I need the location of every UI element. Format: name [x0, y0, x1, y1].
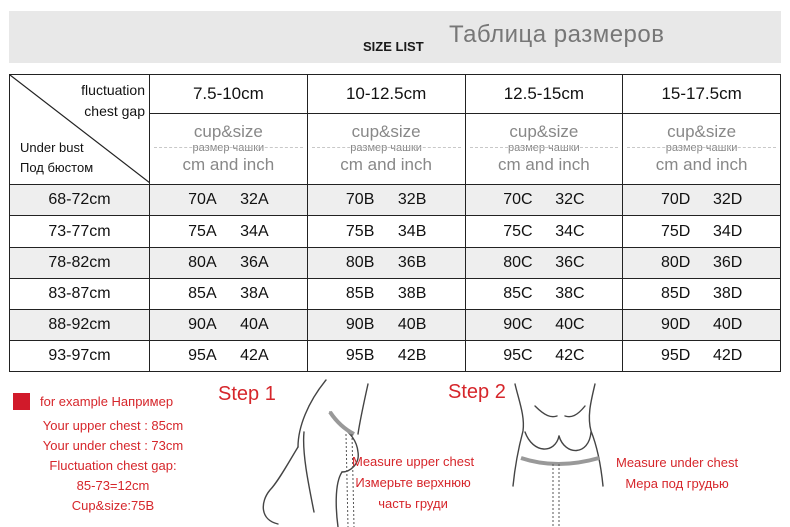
title-ru: Таблица размеров: [449, 21, 665, 48]
gap-range-header: 10-12.5cm: [307, 75, 465, 114]
us-size: 36B: [397, 253, 427, 271]
us-size: 40C: [555, 315, 585, 333]
us-size: 32C: [555, 191, 585, 209]
cup-size-cell: [307, 185, 465, 216]
sub-header-cell: [307, 114, 465, 185]
step2-caption: [616, 452, 738, 494]
cup-size-cell: [150, 247, 308, 278]
example-block: [13, 393, 213, 516]
gap-range-header: 7.5-10cm: [150, 75, 308, 114]
sub-header-cm-inch: cm and inch: [182, 155, 275, 175]
cup-size-cell: [307, 247, 465, 278]
under-bust-cell: 83-87cm: [10, 278, 150, 309]
us-size: 42B: [397, 346, 427, 364]
us-size: 38A: [240, 284, 269, 302]
step1-caption-line: часть груди: [378, 496, 448, 511]
cup-size-cell: [150, 340, 308, 371]
size-row: [10, 309, 781, 340]
us-size: 40D: [712, 315, 743, 333]
cup-size-cell: [465, 278, 623, 309]
us-size: 40A: [240, 315, 269, 333]
size-row: [10, 247, 781, 278]
eu-size: 95B: [345, 346, 375, 364]
cup-size-cell: [465, 309, 623, 340]
red-square-bullet: [13, 393, 30, 410]
cup-size-cell: [623, 309, 781, 340]
example-line: Your under chest : 73cm: [42, 438, 184, 453]
us-size: 32B: [397, 191, 427, 209]
gap-range-header: 12.5-15cm: [465, 75, 623, 114]
title-banner: [9, 11, 781, 63]
cup-size-cell: [307, 340, 465, 371]
step1-label: Step 1: [218, 383, 276, 405]
sub-header-cell: [623, 114, 781, 185]
eu-size: 70D: [660, 191, 691, 209]
cup-size-cell: [623, 185, 781, 216]
size-row: [10, 278, 781, 309]
step2-label: Step 2: [448, 381, 506, 403]
sub-header-cell: [150, 114, 308, 185]
corner-label-bottom-1: Under bust: [20, 140, 84, 156]
sub-header-cup-size-ru: размер чашки: [508, 142, 580, 155]
under-chest-figure: [495, 376, 625, 527]
size-table: [9, 74, 781, 372]
us-size: 32D: [712, 191, 743, 209]
us-size: 38B: [397, 284, 427, 302]
step1-caption-line: Measure upper chest: [352, 454, 475, 469]
cup-size-cell: [623, 340, 781, 371]
corner-header: [10, 75, 150, 185]
corner-label-bottom-2: Под бюстом: [20, 160, 94, 176]
under-bust-cell: 73-77cm: [10, 216, 150, 247]
example-line: Your upper chest : 85cm: [42, 418, 184, 433]
eu-size: 85D: [660, 284, 691, 302]
us-size: 34D: [712, 222, 743, 240]
cup-size-cell: [150, 185, 308, 216]
cup-size-cell: [307, 278, 465, 309]
cup-size-cell: [623, 216, 781, 247]
step1-caption-line: Измерьте верхнюю: [355, 475, 471, 490]
example-line: Cup&size:75B: [71, 498, 155, 513]
eu-size: 75A: [188, 222, 217, 240]
eu-size: 80D: [660, 253, 691, 271]
us-size: 40B: [397, 315, 427, 333]
corner-label-top-1: fluctuation: [81, 82, 145, 98]
eu-size: 70C: [503, 191, 533, 209]
us-size: 36D: [712, 253, 743, 271]
us-size: 42D: [712, 346, 743, 364]
gap-range-header: 15-17.5cm: [623, 75, 781, 114]
us-size: 34C: [555, 222, 585, 240]
eu-size: 90A: [188, 315, 217, 333]
cup-size-cell: [465, 340, 623, 371]
us-size: 34A: [240, 222, 269, 240]
sub-header-cell: [465, 114, 623, 185]
us-size: 32A: [240, 191, 269, 209]
corner-label-top-2: chest gap: [84, 103, 145, 119]
eu-size: 70A: [188, 191, 217, 209]
eu-size: 70B: [345, 191, 375, 209]
eu-size: 90D: [660, 315, 691, 333]
example-heading: for example Например: [40, 394, 174, 409]
cup-size-cell: [465, 247, 623, 278]
eu-size: 95C: [503, 346, 533, 364]
cup-size-cell: [150, 309, 308, 340]
sub-header-cup-size: cup&size: [667, 122, 737, 142]
eu-size: 85A: [188, 284, 217, 302]
size-row: [10, 340, 781, 371]
eu-size: 90C: [503, 315, 533, 333]
eu-size: 80B: [345, 253, 375, 271]
eu-size: 75B: [345, 222, 375, 240]
us-size: 36C: [555, 253, 585, 271]
under-bust-cell: 68-72cm: [10, 185, 150, 216]
cup-size-cell: [307, 309, 465, 340]
cup-size-cell: [150, 216, 308, 247]
eu-size: 95D: [660, 346, 691, 364]
step2-caption-line: Мера под грудью: [625, 476, 729, 491]
sub-header-cup-size-ru: размер чашки: [192, 142, 265, 155]
step1-caption: [352, 451, 474, 514]
under-bust-cell: 93-97cm: [10, 340, 150, 371]
us-size: 42A: [240, 346, 269, 364]
sub-header-cm-inch: cm and inch: [340, 155, 432, 175]
eu-size: 90B: [345, 315, 375, 333]
eu-size: 95A: [188, 346, 217, 364]
sub-header-cup-size: cup&size: [351, 122, 421, 142]
us-size: 42C: [555, 346, 585, 364]
cup-size-cell: [307, 216, 465, 247]
us-size: 34B: [397, 222, 427, 240]
size-row: [10, 185, 781, 216]
example-line: 85-73=12cm: [76, 478, 150, 493]
cup-size-cell: [465, 185, 623, 216]
sub-header-cup-size-ru: размер чашки: [665, 142, 738, 155]
sub-header-cup-size: cup&size: [509, 122, 579, 142]
size-row: [10, 216, 781, 247]
us-size: 36A: [240, 253, 269, 271]
cup-size-cell: [623, 278, 781, 309]
eu-size: 75C: [503, 222, 533, 240]
example-line: Fluctuation chest gap:: [49, 458, 177, 473]
sub-header-cup-size-ru: размер чашки: [350, 142, 422, 155]
step2-caption-line: Measure under chest: [616, 455, 739, 470]
under-bust-cell: 78-82cm: [10, 247, 150, 278]
us-size: 38C: [555, 284, 585, 302]
sub-header-cm-inch: cm and inch: [655, 155, 748, 175]
us-size: 38D: [712, 284, 743, 302]
under-bust-cell: 88-92cm: [10, 309, 150, 340]
sub-header-cm-inch: cm and inch: [498, 155, 590, 175]
cup-size-cell: [623, 247, 781, 278]
eu-size: 80C: [503, 253, 533, 271]
eu-size: 85B: [345, 284, 375, 302]
eu-size: 85C: [503, 284, 533, 302]
cup-size-cell: [150, 278, 308, 309]
sub-header-cup-size: cup&size: [193, 122, 263, 142]
cup-size-cell: [465, 216, 623, 247]
eu-size: 80A: [188, 253, 217, 271]
eu-size: 75D: [660, 222, 691, 240]
title-en: SIZE LIST: [363, 39, 424, 54]
